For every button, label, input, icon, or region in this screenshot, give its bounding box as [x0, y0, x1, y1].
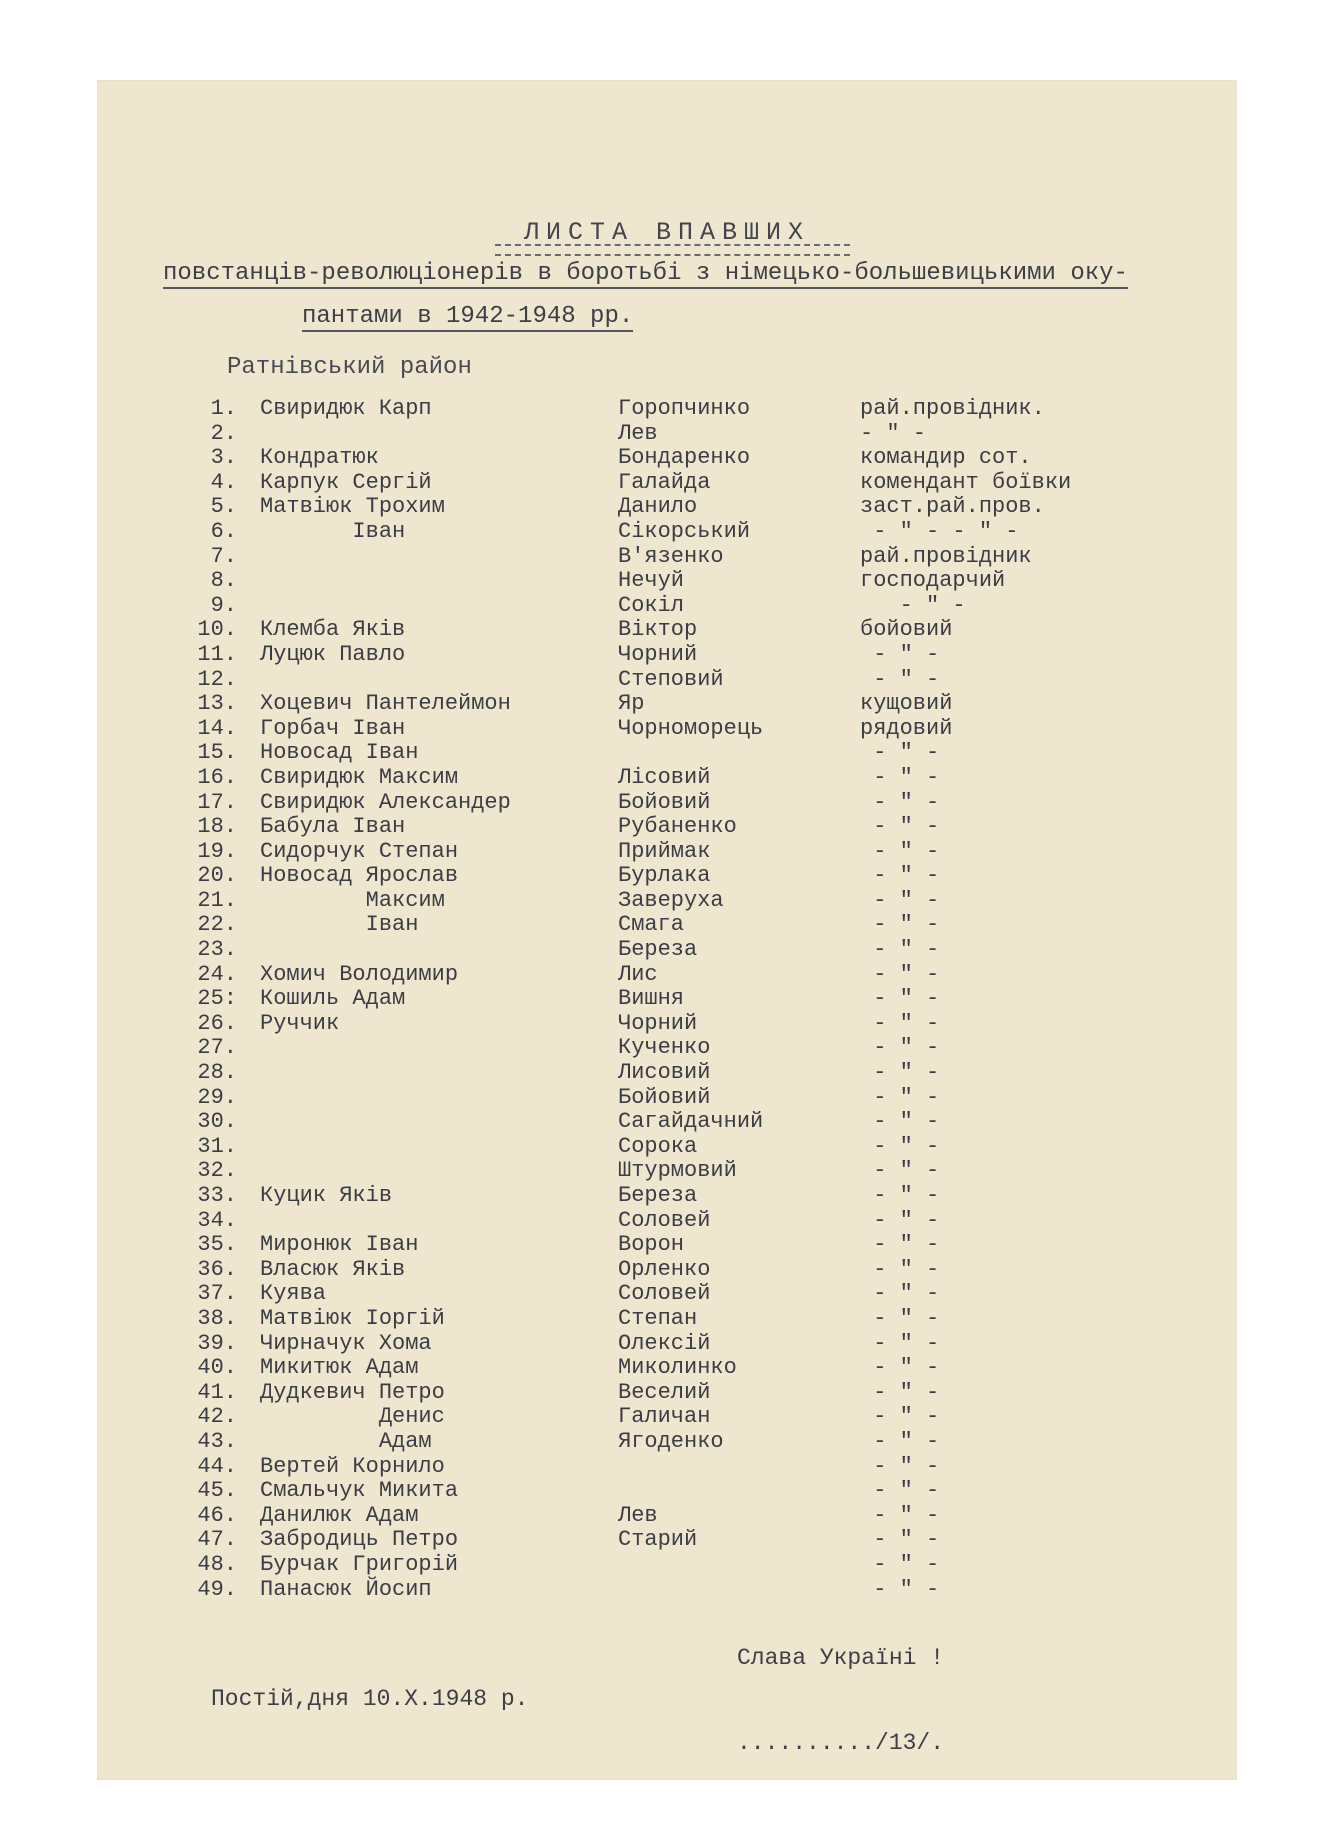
- position: - " -: [860, 1330, 940, 1356]
- row-number: 45.: [197, 1478, 237, 1504]
- position: - " -: [860, 1010, 940, 1036]
- position: - " -: [860, 1527, 940, 1553]
- nickname: Вишня: [618, 986, 685, 1012]
- nickname: Лев: [618, 420, 658, 446]
- person-name: Чирначук Хома: [260, 1330, 432, 1356]
- person-name: Панасюк Йосип: [260, 1576, 432, 1602]
- list-row: [97, 545, 1237, 570]
- list-row: [97, 1184, 1237, 1209]
- position: - " -: [860, 1379, 940, 1405]
- list-row: [97, 1356, 1237, 1381]
- position: - " -: [860, 1207, 940, 1233]
- row-number: 47.: [197, 1527, 237, 1553]
- row-number: 46.: [197, 1502, 237, 1528]
- position: заст.рай.пров.: [860, 494, 1045, 520]
- position: - " -: [860, 1256, 940, 1282]
- nickname: Данило: [618, 494, 698, 520]
- row-number: 29.: [197, 1084, 237, 1110]
- position: рай.провідник: [860, 543, 1032, 569]
- position: - " -: [860, 814, 940, 840]
- position: - " -: [860, 420, 927, 446]
- list-row: [97, 594, 1237, 619]
- row-number: 27.: [197, 1035, 237, 1061]
- fallen-list: [97, 397, 1237, 1602]
- nickname: Соловей: [618, 1281, 711, 1307]
- person-name: Карпук Сергій: [260, 469, 432, 495]
- person-name: Матвіюк Трохим: [260, 494, 445, 520]
- row-number: 43.: [197, 1428, 237, 1454]
- row-number: 39.: [197, 1330, 237, 1356]
- list-row: [97, 1012, 1237, 1037]
- nickname: Миколинко: [618, 1355, 737, 1381]
- list-row: [97, 717, 1237, 742]
- position: - " -: [860, 838, 940, 864]
- person-name: Луцюк Павло: [260, 641, 406, 667]
- list-row: [97, 1159, 1237, 1184]
- person-name: Дудкевич Петро: [260, 1379, 445, 1405]
- list-row: [97, 569, 1237, 594]
- person-name: Бабула Іван: [260, 814, 406, 840]
- person-name: Клемба Яків: [260, 617, 406, 643]
- list-row: [97, 668, 1237, 693]
- nickname: Сорока: [618, 1133, 698, 1159]
- nickname: Береза: [618, 937, 698, 963]
- person-name: Хоцевич Пантелеймон: [260, 691, 511, 717]
- person-name: Свиридюк Максим: [260, 764, 459, 790]
- list-row: [97, 520, 1237, 545]
- nickname: Лисовий: [618, 1060, 711, 1086]
- row-number: 33.: [197, 1183, 237, 1208]
- person-name: Забродиць Петро: [260, 1527, 459, 1553]
- nickname: Галайда: [618, 469, 711, 495]
- list-row: [97, 987, 1237, 1012]
- list-row: [97, 495, 1237, 520]
- person-name: Куцик Яків: [260, 1183, 393, 1208]
- position: комендант боївки: [860, 469, 1072, 495]
- row-number: 31.: [197, 1133, 237, 1159]
- person-name: Куява: [260, 1281, 327, 1307]
- list-row: [97, 1332, 1237, 1357]
- position: - " -: [860, 986, 940, 1012]
- closing-salute: Слава Україні !: [737, 1645, 945, 1671]
- list-row: [97, 1578, 1237, 1603]
- row-number: 23.: [197, 937, 237, 963]
- nickname: Чорний: [618, 1010, 698, 1036]
- position: рядовий: [860, 715, 953, 741]
- nickname: Нечуй: [618, 568, 685, 594]
- position: - " -: [860, 1158, 940, 1184]
- list-row: [97, 1455, 1237, 1480]
- row-number: 30.: [197, 1109, 237, 1135]
- position: бойовий: [860, 617, 953, 643]
- nickname: Рубаненко: [618, 814, 737, 840]
- position: - " -: [860, 1502, 940, 1528]
- nickname: Чорний: [618, 641, 698, 667]
- list-row: [97, 1036, 1237, 1061]
- nickname: Заверуха: [618, 887, 724, 913]
- person-name: Максим: [260, 887, 445, 913]
- position: - " - - " -: [860, 518, 1019, 544]
- list-row: [97, 618, 1237, 643]
- document-sheet: [97, 80, 1237, 1780]
- position: - " -: [860, 1404, 940, 1430]
- list-row: [97, 422, 1237, 447]
- person-name: Данилюк Адам: [260, 1502, 419, 1528]
- row-number: 10.: [197, 617, 237, 643]
- list-row: [97, 446, 1237, 471]
- list-row: [97, 1430, 1237, 1455]
- person-name: Кошиль Адам: [260, 986, 406, 1012]
- position: - " -: [860, 1551, 940, 1577]
- row-number: 41.: [197, 1379, 237, 1405]
- position: - " -: [860, 740, 940, 766]
- person-name: Бурчак Григорій: [260, 1551, 459, 1577]
- list-row: [97, 1233, 1237, 1258]
- nickname: Старий: [618, 1527, 698, 1553]
- row-number: 2.: [210, 420, 237, 446]
- nickname: Бурлака: [618, 863, 711, 889]
- nickname: Степан: [618, 1305, 698, 1331]
- row-number: 32.: [197, 1158, 237, 1184]
- row-number: 19.: [197, 838, 237, 864]
- list-row: [97, 1086, 1237, 1111]
- row-number: 40.: [197, 1355, 237, 1381]
- position: - " -: [860, 1060, 940, 1086]
- position: - " -: [860, 1355, 940, 1381]
- row-number: 22.: [197, 912, 237, 938]
- position: - " -: [860, 961, 940, 987]
- row-number: 16.: [197, 764, 237, 790]
- person-name: Свиридюк Александер: [260, 789, 511, 815]
- row-number: 38.: [197, 1305, 237, 1331]
- nickname: Орленко: [618, 1256, 711, 1282]
- nickname: Яр: [618, 691, 645, 717]
- row-number: 15.: [197, 740, 237, 766]
- row-number: 25:: [197, 986, 237, 1012]
- list-row: [97, 741, 1237, 766]
- nickname: Сокіл: [618, 592, 685, 618]
- row-number: 5.: [210, 494, 237, 520]
- district-heading: Ратнівський район: [227, 354, 472, 381]
- nickname: Ворон: [618, 1232, 685, 1258]
- position: - " -: [860, 592, 966, 618]
- person-name: Горбач Іван: [260, 715, 406, 741]
- person-name: Іван: [260, 912, 419, 938]
- list-row: [97, 938, 1237, 963]
- row-number: 13.: [197, 691, 237, 717]
- row-number: 8.: [210, 568, 237, 594]
- list-row: [97, 766, 1237, 791]
- nickname: Олексій: [618, 1330, 711, 1356]
- position: - " -: [860, 666, 940, 692]
- list-row: [97, 1307, 1237, 1332]
- person-name: Новосад Іван: [260, 740, 419, 766]
- row-number: 21.: [197, 887, 237, 913]
- list-row: [97, 643, 1237, 668]
- position: - " -: [860, 641, 940, 667]
- position: - " -: [860, 1428, 940, 1454]
- list-row: [97, 1405, 1237, 1430]
- nickname: Сагайдачний: [618, 1109, 764, 1135]
- nickname: Бойовий: [618, 1084, 711, 1110]
- position: - " -: [860, 1084, 940, 1110]
- position: - " -: [860, 1133, 940, 1159]
- nickname: Степовий: [618, 666, 724, 692]
- list-row: [97, 1381, 1237, 1406]
- nickname: Галичан: [618, 1404, 711, 1430]
- nickname: Бойовий: [618, 789, 711, 815]
- position: - " -: [860, 1281, 940, 1307]
- person-name: Іван: [260, 518, 406, 544]
- list-row: [97, 791, 1237, 816]
- person-name: Микитюк Адам: [260, 1355, 419, 1381]
- position: кущовий: [860, 691, 953, 717]
- list-row: [97, 1504, 1237, 1529]
- person-name: Руччик: [260, 1010, 340, 1036]
- nickname: Сікорський: [618, 518, 751, 544]
- row-number: 49.: [197, 1576, 237, 1602]
- row-number: 4.: [210, 469, 237, 495]
- position: - " -: [860, 887, 940, 913]
- list-row: [97, 1209, 1237, 1234]
- list-row: [97, 864, 1237, 889]
- row-number: 34.: [197, 1207, 237, 1233]
- nickname: Соловей: [618, 1207, 711, 1233]
- nickname: Лис: [618, 961, 658, 987]
- row-number: 37.: [197, 1281, 237, 1307]
- list-row: [97, 1553, 1237, 1578]
- subtitle-line-2: пантами в 1942-1948 рр.: [302, 303, 634, 330]
- title-underline: [495, 244, 850, 256]
- row-number: 14.: [197, 715, 237, 741]
- position: командир сот.: [860, 445, 1032, 471]
- list-row: [97, 963, 1237, 988]
- list-row: [97, 1258, 1237, 1283]
- person-name: Власюк Яків: [260, 1256, 406, 1282]
- row-number: 12.: [197, 666, 237, 692]
- list-row: [97, 471, 1237, 496]
- person-name: Матвіюк Іоргій: [260, 1305, 445, 1331]
- position: - " -: [860, 1183, 940, 1208]
- list-row: [97, 815, 1237, 840]
- document-title: ЛИСТА ВПАВШИХ: [523, 218, 811, 247]
- list-row: [97, 1528, 1237, 1553]
- row-number: 11.: [197, 641, 237, 667]
- list-row: [97, 1282, 1237, 1307]
- position: - " -: [860, 789, 940, 815]
- person-name: Смальчук Микита: [260, 1478, 459, 1504]
- nickname: Лісовий: [618, 764, 711, 790]
- row-number: 20.: [197, 863, 237, 889]
- person-name: Хомич Володимир: [260, 961, 459, 987]
- position: рай.провідник.: [860, 396, 1045, 421]
- row-number: 1.: [210, 396, 237, 421]
- position: - " -: [860, 764, 940, 790]
- list-row: [97, 1061, 1237, 1086]
- list-row: [97, 692, 1237, 717]
- nickname: Береза: [618, 1183, 698, 1208]
- nickname: Ягоденко: [618, 1428, 724, 1454]
- position: - " -: [860, 937, 940, 963]
- person-name: Свиридюк Карп: [260, 396, 432, 421]
- position: - " -: [860, 1576, 940, 1602]
- position: - " -: [860, 863, 940, 889]
- nickname: Кученко: [618, 1035, 711, 1061]
- position: - " -: [860, 912, 940, 938]
- position: - " -: [860, 1478, 940, 1504]
- list-row: [97, 1135, 1237, 1160]
- person-name: Кондратюк: [260, 445, 379, 471]
- nickname: Штурмовий: [618, 1158, 737, 1184]
- list-row: [97, 889, 1237, 914]
- position: - " -: [860, 1305, 940, 1331]
- row-number: 26.: [197, 1010, 237, 1036]
- nickname: Чорноморець: [618, 715, 764, 741]
- person-name: Новосад Ярослав: [260, 863, 459, 889]
- row-number: 3.: [210, 445, 237, 471]
- nickname: Веселий: [618, 1379, 711, 1405]
- list-row: [97, 1110, 1237, 1135]
- nickname: Лев: [618, 1502, 658, 1528]
- row-number: 7.: [210, 543, 237, 569]
- signature-line: ........../13/.: [737, 1730, 945, 1756]
- position: - " -: [860, 1453, 940, 1479]
- person-name: Миронюк Іван: [260, 1232, 419, 1258]
- position: господарчий: [860, 568, 1006, 594]
- nickname: Бондаренко: [618, 445, 751, 471]
- row-number: 9.: [210, 592, 237, 618]
- list-row: [97, 1479, 1237, 1504]
- place-and-date: Постій,дня 10.X.1948 р.: [211, 1686, 529, 1712]
- row-number: 48.: [197, 1551, 237, 1577]
- row-number: 36.: [197, 1256, 237, 1282]
- person-name: Вертей Корнило: [260, 1453, 445, 1479]
- nickname: Приймак: [618, 838, 711, 864]
- list-row: [97, 840, 1237, 865]
- row-number: 17.: [197, 789, 237, 815]
- row-number: 18.: [197, 814, 237, 840]
- position: - " -: [860, 1109, 940, 1135]
- nickname: Горопчинко: [618, 396, 751, 421]
- row-number: 35.: [197, 1232, 237, 1258]
- person-name: Денис: [260, 1404, 445, 1430]
- row-number: 42.: [197, 1404, 237, 1430]
- position: - " -: [860, 1035, 940, 1061]
- row-number: 6.: [210, 518, 237, 544]
- position: - " -: [860, 1232, 940, 1258]
- person-name: Адам: [260, 1428, 432, 1454]
- subtitle-line-1: повстанців-революціонерів в боротьбі з німецько-большевицькими оку-: [163, 260, 1128, 287]
- nickname: В'язенко: [618, 543, 724, 569]
- row-number: 24.: [197, 961, 237, 987]
- person-name: Сидорчук Степан: [260, 838, 459, 864]
- row-number: 28.: [197, 1060, 237, 1086]
- list-row: [97, 913, 1237, 938]
- nickname: Віктор: [618, 617, 698, 643]
- list-row: [97, 397, 1237, 422]
- row-number: 44.: [197, 1453, 237, 1479]
- nickname: Смага: [618, 912, 685, 938]
